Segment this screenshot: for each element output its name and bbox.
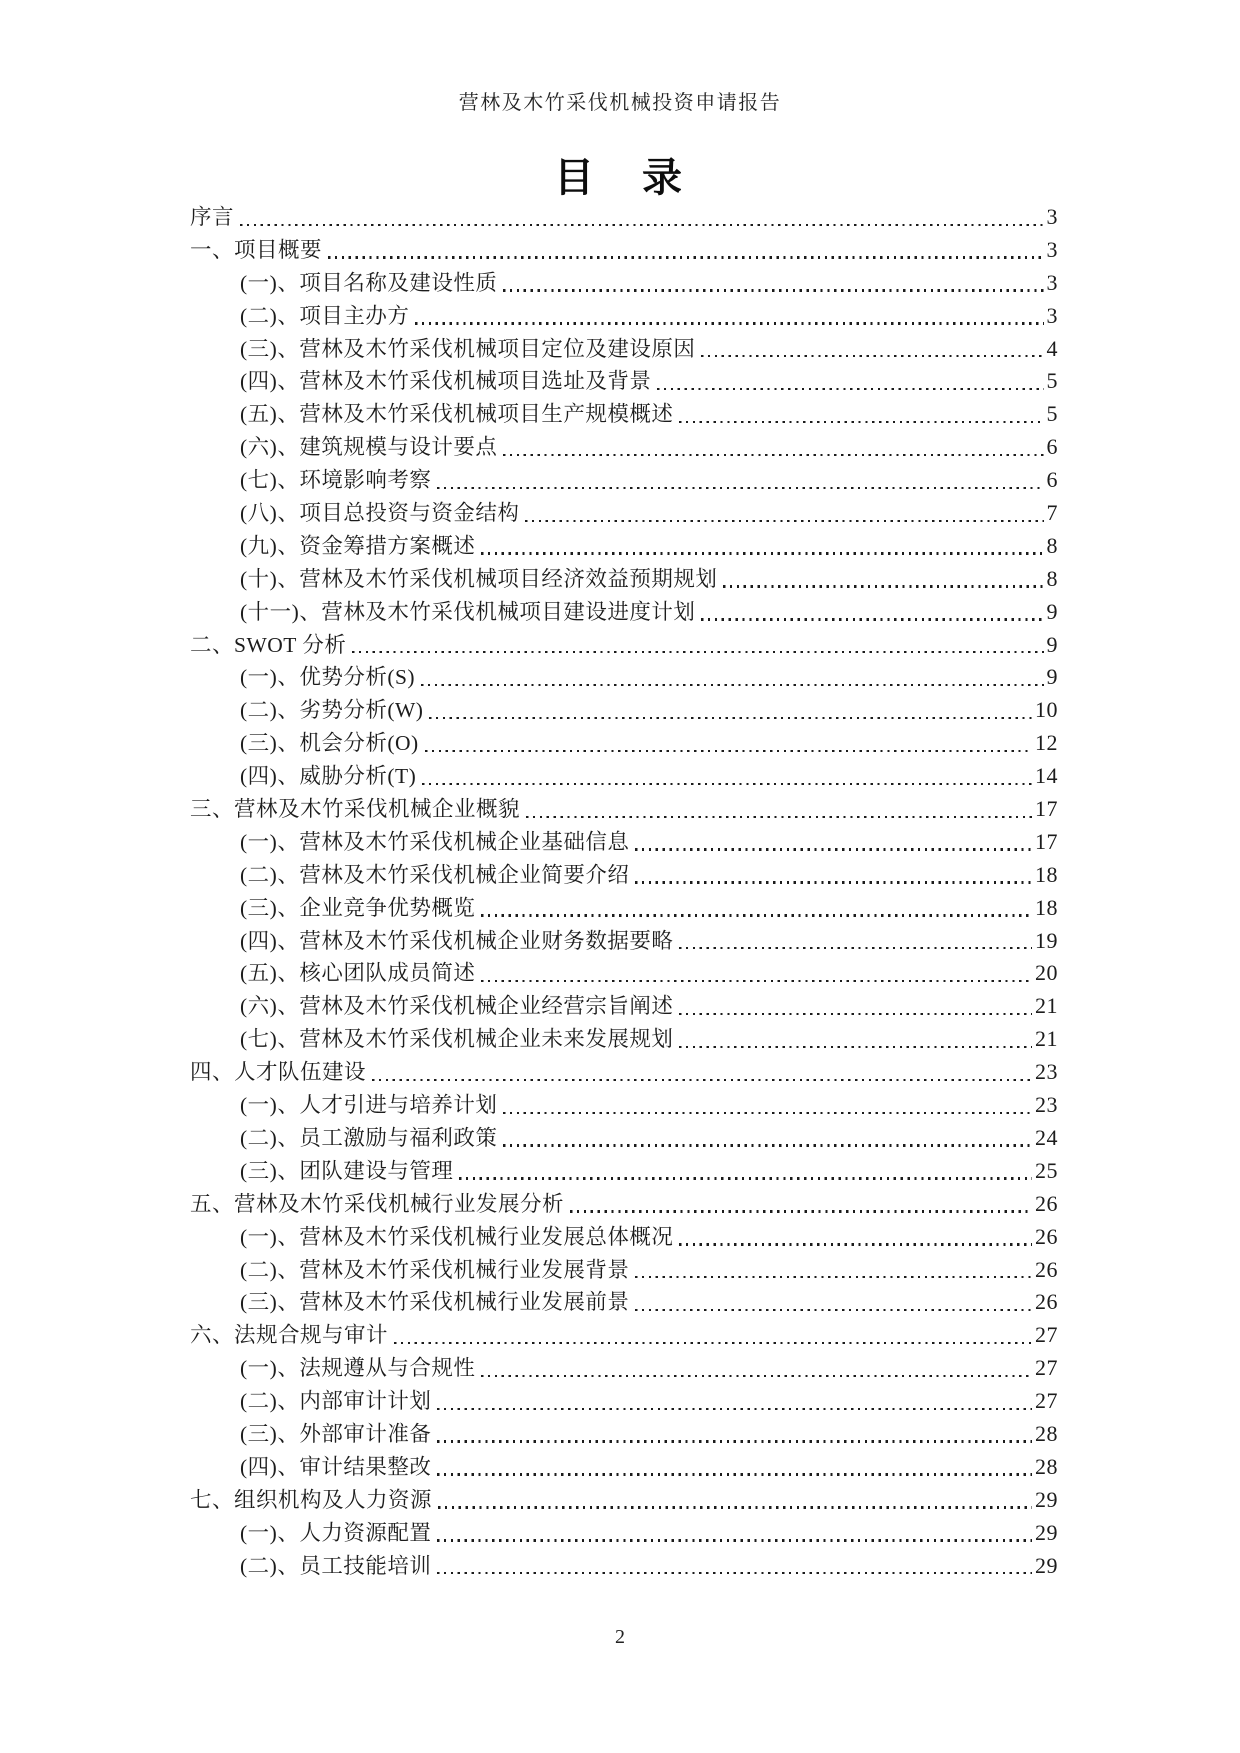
dot-leader [459,1177,1032,1179]
toc-entry-label: (七)、营林及木竹采伐机械企业未来发展规划 [240,1027,674,1052]
dot-leader [503,289,1043,291]
toc-entry-page: 23 [1035,1059,1058,1085]
toc-entry-page: 23 [1035,1092,1058,1118]
toc-entry[interactable] [190,727,1058,760]
toc-entry-page: 8 [1046,565,1058,591]
dot-leader [679,421,1043,423]
toc-entry-label: (一)、法规遵从与合规性 [240,1356,476,1381]
toc-entry[interactable] [190,1385,1058,1418]
toc-entry-page: 3 [1046,236,1058,262]
dot-leader [437,487,1043,489]
toc-entry-page: 24 [1035,1124,1058,1150]
dot-leader [635,1309,1032,1311]
toc-entry-label: 六、法规合规与审计 [190,1323,389,1348]
dot-leader [679,1013,1032,1015]
toc-entry[interactable] [190,1089,1058,1122]
toc-entry[interactable] [190,333,1058,366]
toc-entry-page: 8 [1046,532,1058,558]
toc-entry-label: (五)、核心团队成员简述 [240,961,476,986]
dot-leader [481,914,1032,916]
toc-entry-label: (三)、外部审计准备 [240,1421,432,1446]
toc-entry-label: (一)、优势分析(S) [240,665,416,690]
toc-entry[interactable] [190,925,1058,958]
toc-entry-label: 二、SWOT 分析 [190,632,347,657]
toc-entry[interactable] [190,1418,1058,1451]
toc-entry-page: 9 [1046,598,1058,624]
dot-leader [657,388,1043,390]
toc-entry-page: 4 [1046,335,1058,361]
toc-entry-label: (六)、建筑规模与设计要点 [240,435,498,460]
dot-leader [679,1243,1032,1245]
toc-entry[interactable] [190,234,1058,267]
toc-entry-page: 3 [1046,269,1058,295]
dot-leader [635,881,1032,883]
dot-leader [437,1572,1032,1574]
toc-entry[interactable] [190,661,1058,694]
dot-leader [438,1506,1032,1508]
toc-entry-page: 9 [1046,664,1058,690]
dot-leader [525,520,1043,522]
toc-entry[interactable] [190,1550,1058,1583]
toc-entry-page: 18 [1035,894,1058,920]
toc-entry-label: (三)、机会分析(O) [240,731,419,756]
toc-entry[interactable] [190,793,1058,826]
toc-entry-page: 3 [1046,204,1058,229]
toc-entry[interactable] [190,300,1058,333]
toc-entry[interactable] [190,497,1058,530]
toc-entry-page: 27 [1035,1355,1058,1381]
dot-leader [421,684,1043,686]
dot-leader [352,651,1043,653]
dot-leader [701,618,1043,620]
toc-entry-page: 18 [1035,861,1058,887]
toc-entry[interactable] [190,760,1058,793]
dot-leader [437,1473,1032,1475]
toc-entry-label: 五、营林及木竹采伐机械行业发展分析 [190,1191,565,1216]
toc-entry-label: 四、人才队伍建设 [190,1060,367,1085]
toc-entry-label: (四)、营林及木竹采伐机械企业财务数据要略 [240,928,674,953]
toc-entry-label: (三)、营林及木竹采伐机械行业发展前景 [240,1290,630,1315]
toc-entry[interactable] [190,629,1058,662]
toc-entry-page: 3 [1046,302,1058,328]
toc-entry-page: 28 [1035,1453,1058,1479]
toc-entry-label: (四)、威胁分析(T) [240,764,417,789]
toc-entry-page: 26 [1035,1190,1058,1216]
toc-entry-page: 29 [1035,1486,1058,1512]
toc-entry[interactable] [190,1286,1058,1319]
toc-entry-label: (六)、营林及木竹采伐机械企业经营宗旨阐述 [240,994,674,1019]
dot-leader [679,1046,1032,1048]
toc-entry-label: (一)、营林及木竹采伐机械行业发展总体概况 [240,1224,674,1249]
toc-entry-page: 25 [1035,1157,1058,1183]
toc-entry[interactable] [190,431,1058,464]
toc-entry[interactable] [190,201,1058,234]
toc-entry-label: (二)、内部审计计划 [240,1389,432,1414]
toc-entry[interactable] [190,859,1058,892]
toc-entry-label: (二)、员工技能培训 [240,1553,432,1578]
toc-entry-label: (十)、营林及木竹采伐机械项目经济效益预期规划 [240,566,718,591]
toc-entry-label: (一)、人才引进与培养计划 [240,1093,498,1118]
toc-entry-page: 28 [1035,1420,1058,1446]
toc-entry-page: 20 [1035,960,1058,986]
toc-entry[interactable] [190,1122,1058,1155]
dot-leader [701,355,1043,357]
dot-leader [437,1539,1032,1541]
toc-entry-page: 29 [1035,1519,1058,1545]
toc-entry[interactable] [190,267,1058,300]
toc-entry-page: 27 [1035,1322,1058,1348]
dot-leader [635,1276,1032,1278]
toc-entry-label: (五)、营林及木竹采伐机械项目生产规模概述 [240,402,674,427]
toc-entry-label: (十一)、营林及木竹采伐机械项目建设进度计划 [240,599,696,624]
toc-entry-page: 26 [1035,1256,1058,1282]
toc-entry[interactable] [190,1517,1058,1550]
toc-entry-label: 序言 [190,205,235,229]
dot-leader [526,816,1032,818]
document-header: 营林及木竹采伐机械投资申请报告 [458,92,782,114]
dot-leader [570,1210,1032,1212]
toc-entry-label: (二)、营林及木竹采伐机械行业发展背景 [240,1257,630,1282]
toc-entry-label: (二)、营林及木竹采伐机械企业简要介绍 [240,862,630,887]
toc-entry-page: 5 [1046,368,1058,394]
dot-leader [437,1440,1032,1442]
toc-entry[interactable] [190,1056,1058,1089]
toc-entry[interactable] [190,1254,1058,1287]
toc-entry-page: 9 [1046,631,1058,657]
toc-entry-label: (七)、环境影响考察 [240,468,432,493]
toc-entry[interactable] [190,1155,1058,1188]
toc-entry-label: 一、项目概要 [190,237,323,262]
toc-entry[interactable] [190,1451,1058,1484]
toc-entry-page: 19 [1035,927,1058,953]
toc-entry-label: (三)、营林及木竹采伐机械项目定位及建设原因 [240,336,696,361]
toc-entry-label: 三、营林及木竹采伐机械企业概貌 [190,797,521,822]
toc-entry[interactable] [190,596,1058,629]
toc-entry-page: 21 [1035,993,1058,1019]
dot-leader [437,1408,1032,1410]
toc-entry-label: (四)、营林及木竹采伐机械项目选址及背景 [240,369,652,394]
dot-leader [481,552,1043,554]
dot-leader [372,1079,1032,1081]
toc-entry-page: 27 [1035,1388,1058,1414]
toc-entry-page: 6 [1046,434,1058,460]
toc-title: 目 录 [554,155,686,200]
dot-leader [394,1342,1032,1344]
toc-entry-label: (八)、项目总投资与资金结构 [240,501,520,526]
toc-entry[interactable] [190,957,1058,990]
toc-entry-page: 5 [1046,401,1058,427]
toc-entry-page: 6 [1046,467,1058,493]
toc-entry-page: 12 [1035,730,1058,756]
page-number-footer: 2 [615,1626,625,1648]
dot-leader [503,454,1043,456]
dot-leader [240,224,1043,226]
toc-entry-label: (二)、劣势分析(W) [240,698,424,723]
toc-entry-label: (九)、资金筹措方案概述 [240,533,476,558]
dot-leader [415,322,1043,324]
toc-entry[interactable] [190,892,1058,925]
toc-entry[interactable] [190,826,1058,859]
dot-leader [425,750,1032,752]
toc-entry-page: 7 [1046,500,1058,526]
toc-list [190,201,1058,1582]
toc-entry[interactable] [190,1319,1058,1352]
toc-entry-label: (一)、营林及木竹采伐机械企业基础信息 [240,829,630,854]
dot-leader [679,947,1032,949]
toc-entry-label: (三)、团队建设与管理 [240,1158,454,1183]
toc-entry-page: 10 [1035,697,1058,723]
toc-entry-label: (三)、企业竞争优势概览 [240,895,476,920]
toc-entry-label: (二)、项目主办方 [240,303,410,328]
toc-entry[interactable] [190,990,1058,1023]
toc-entry[interactable] [190,1484,1058,1517]
toc-entry-page: 14 [1035,763,1058,789]
toc-entry-page: 26 [1035,1289,1058,1315]
toc-entry-label: (二)、员工激励与福利政策 [240,1125,498,1150]
toc-entry[interactable] [190,694,1058,727]
toc-entry[interactable] [190,1023,1058,1056]
dot-leader [635,848,1032,850]
dot-leader [503,1112,1032,1114]
toc-entry-page: 26 [1035,1223,1058,1249]
toc-entry[interactable] [190,398,1058,431]
dot-leader [328,256,1043,258]
dot-leader [481,980,1032,982]
toc-entry[interactable] [190,365,1058,398]
dot-leader [481,1375,1032,1377]
dot-leader [422,783,1032,785]
toc-entry-page: 17 [1035,828,1058,854]
toc-entry-page: 29 [1035,1552,1058,1578]
toc-entry-label: (一)、人力资源配置 [240,1520,432,1545]
dot-leader [503,1144,1032,1146]
toc-entry-label: (四)、审计结果整改 [240,1454,432,1479]
toc-entry-label: (一)、项目名称及建设性质 [240,270,498,295]
toc-entry[interactable] [190,530,1058,563]
toc-entry-label: 七、组织机构及人力资源 [190,1487,433,1512]
toc-entry-page: 17 [1035,796,1058,822]
toc-entry[interactable] [190,464,1058,497]
toc-entry[interactable] [190,563,1058,596]
toc-entry-page: 21 [1035,1026,1058,1052]
toc-entry[interactable] [190,1221,1058,1254]
dot-leader [723,585,1043,587]
toc-entry[interactable] [190,1188,1058,1221]
dot-leader [429,717,1032,719]
toc-entry[interactable] [190,1352,1058,1385]
